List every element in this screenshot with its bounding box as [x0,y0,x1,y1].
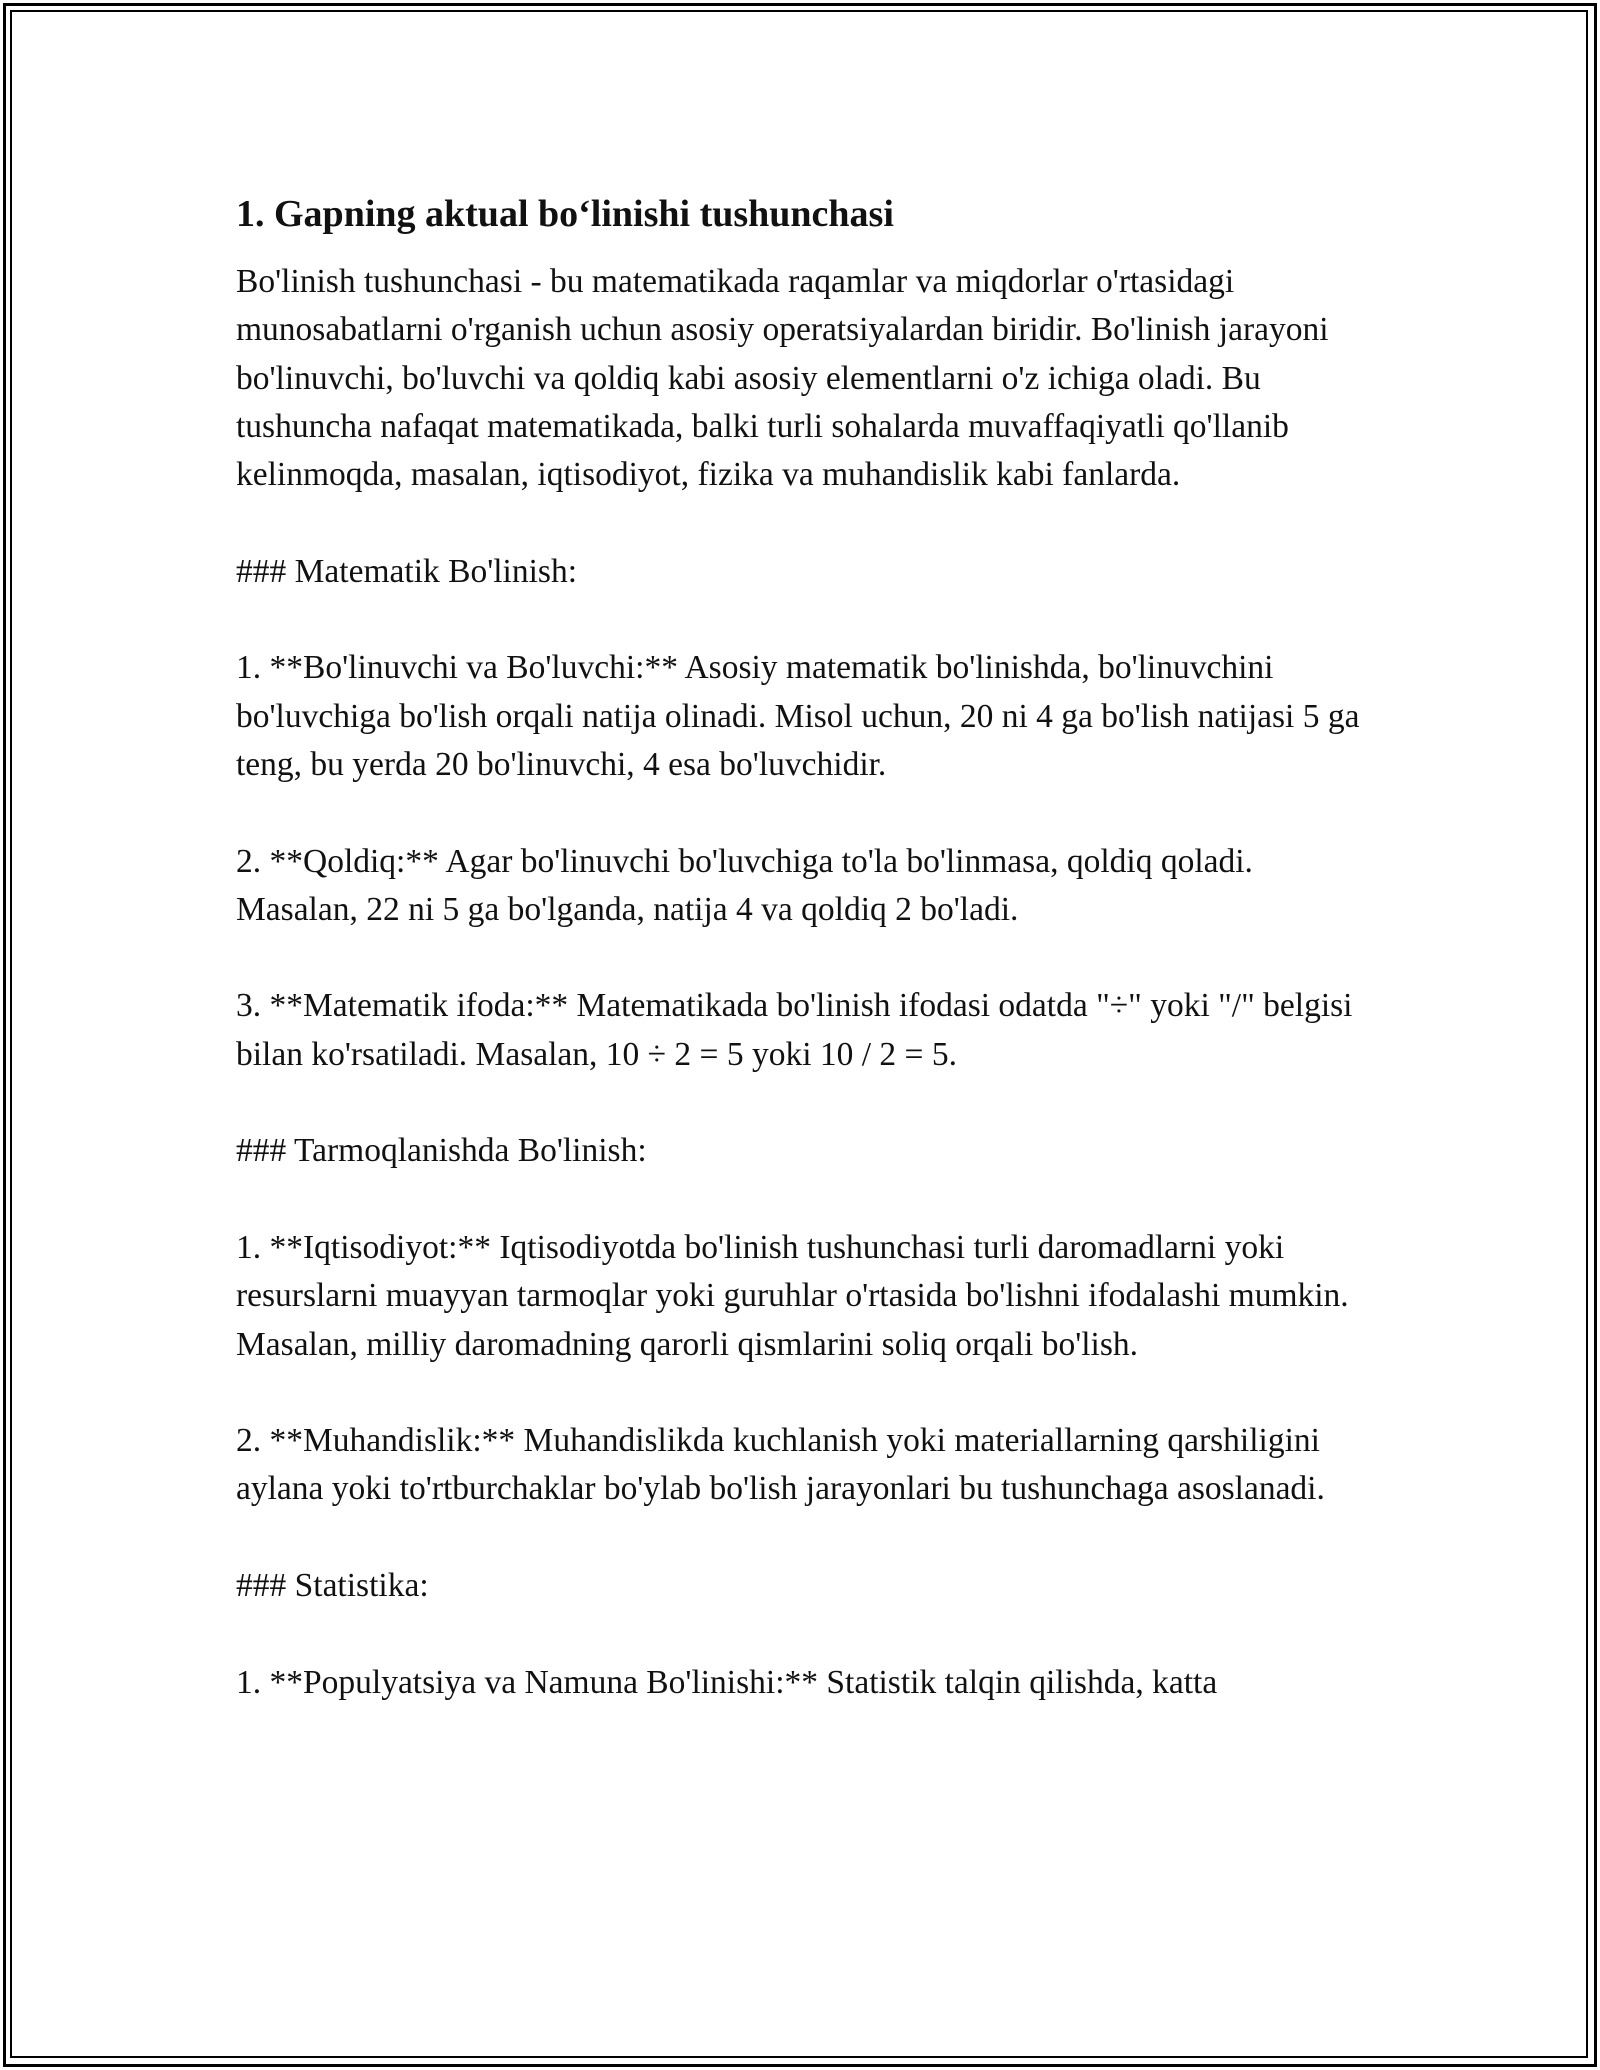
list-item-muhandislik: 2. **Muhandislik:** Muhandislikda kuchlanish yoki materiallarning qarshiligini aylana yoki to'rtburchaklar bo'ylab bo'lish jarayonlari bu tushunchaga asoslanadi. [236,1422,1325,1508]
list-item-ifoda: 3. **Matematik ifoda:** Matematikada bo'linish ifodasi odatda "÷" yoki "/" belgisi bilan ko'rsatiladi. Masalan, 10 ÷ 2 = 5 yoki 10 / 2 = 5. [236,987,1353,1073]
section-heading-statistika: ### Statistika: [236,1567,429,1605]
document-title: 1. Gapning aktual bo‘linishi tushunchasi [236,193,894,235]
list-item-iqtisodiyot: 1. **Iqtisodiyot:** Iqtisodiyotda bo'linish tushunchasi turli daromadlarni yoki resurslarni muayyan tarmoqlar yoki guruhlar o'rtasida bo'lishni ifodalashi mumkin. Masalan, milliy daromadning qarorli qismlarini soliq orqali bo'lish. [236,1228,1349,1363]
document-body [236,188,1366,1707]
list-item-populyatsiya: 1. **Populyatsiya va Namuna Bo'linishi:** Statistik talqin qilishda, katta [236,1663,1218,1701]
list-item-qoldiq: 2. **Qoldiq:** Agar bo'linuvchi bo'luvchiga to'la bo'linmasa, qoldiq qoladi. Masalan, 22 ni 5 ga bo'lganda, natija 4 va qoldiq 2 bo'ladi. [236,842,1253,928]
section-heading-matematik: ### Matematik Bo'linish: [236,552,578,590]
list-item-boluvchi: 1. **Bo'linuvchi va Bo'luvchi:** Asosiy matematik bo'linishda, bo'linuvchini bo'luvchiga bo'lish orqali natija olinadi. Misol uchun, 20 ni 4 ga bo'lish natijasi 5 ga teng, bu yerda 20 bo'linuvchi, 4 esa bo'luvchidir. [236,649,1360,783]
intro-paragraph: Bo'linish tushunchasi - bu matematikada raqamlar va miqdorlar o'rtasidagi munosabatlarni o'rganish uchun asosiy operatsiyalardan biridir. Bo'linish jarayoni bo'linuvchi, bo'luvchi va qoldiq kabi asosiy elementlarni o'z ichiga oladi. Bu tushuncha nafaqat matematikada, balki turli sohalarda muvaffaqiyatli qo'llanib kelinmoqda, masalan, iqtisodiyot, fizika va muhandislik kabi fanlarda. [236,263,1329,494]
section-heading-tarmoqlanish: ### Tarmoqlanishda Bo'linish: [236,1132,647,1170]
